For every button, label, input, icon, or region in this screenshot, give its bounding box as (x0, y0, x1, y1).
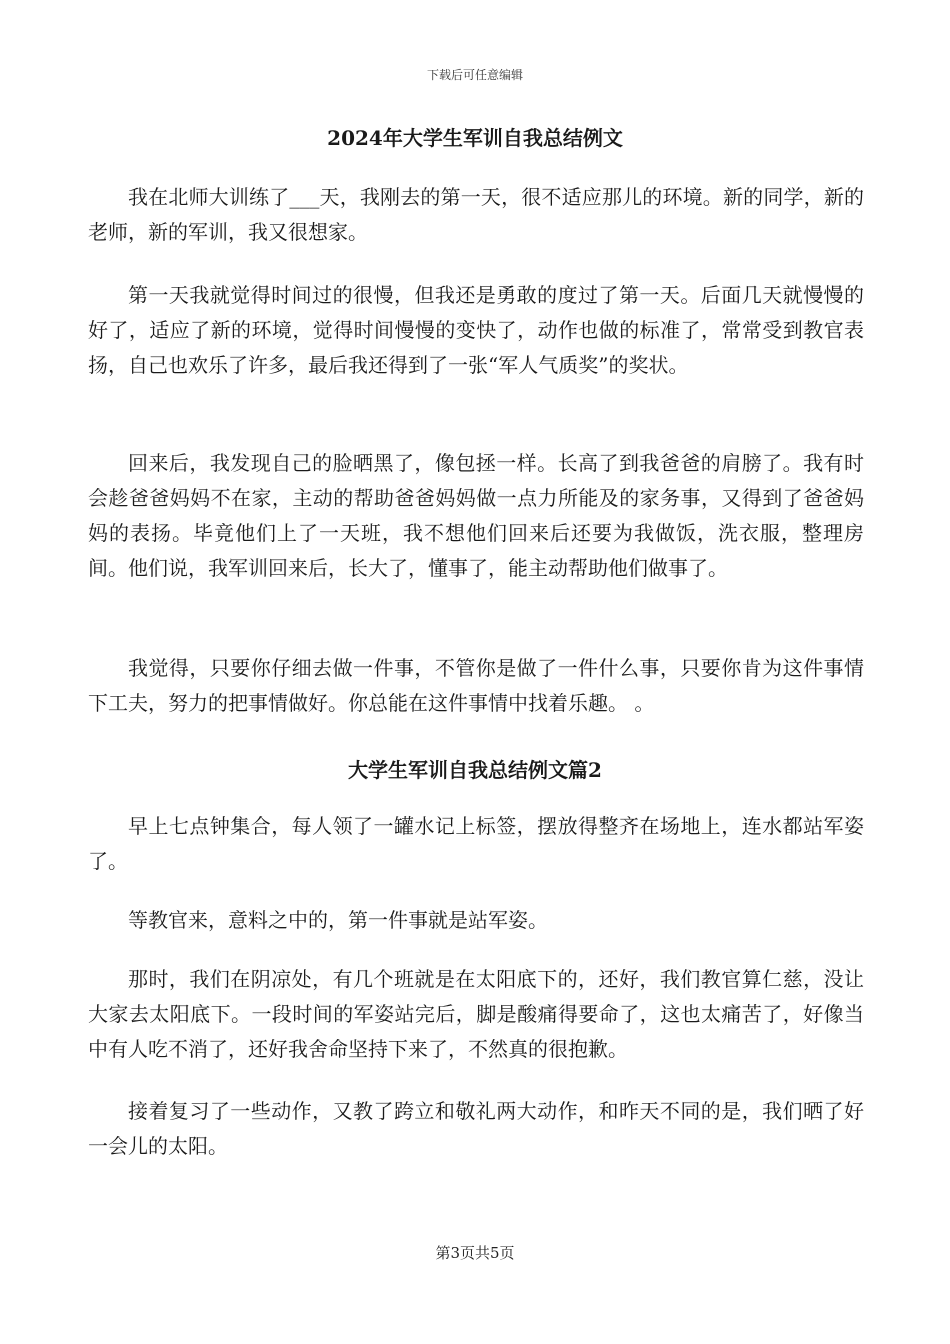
document-title: 2024年大学生军训自我总结例文 (327, 126, 623, 150)
paragraph: 那时，我们在阴凉处，有几个班就是在太阳底下的，还好，我们教官算仁慈，没让大家去太阳底下。一段时间的军姿站完后，脚是酸痛得要命了，这也太痛苦了，好像当中有人吃不消了，还好我舍命坚持下来了，不然真的很抱歉。 (88, 967, 864, 1061)
paragraph: 等教官来，意料之中的，第一件事就是站军姿。 (128, 908, 548, 932)
paragraph: 我在北师大训练了___天，我刚去的第一天，很不适应那儿的环境。新的同学，新的老师，新的军训，我又很想家。 (88, 185, 864, 244)
paragraph: 第一天我就觉得时间过的很慢，但我还是勇敢的度过了第一天。后面几天就慢慢的好了，适应了新的环境，觉得时间慢慢的变快了，动作也做的标准了，常常受到教官表扬，自己也欢乐了许多，最后我还得到了一张“军人气质奖”的奖状。 (88, 283, 864, 377)
paragraph: 早上七点钟集合，每人领了一罐水记上标签，摆放得整齐在场地上，连水都站军姿了。 (88, 814, 864, 873)
paragraph: 我觉得，只要你仔细去做一件事，不管你是做了一件什么事，只要你肯为这件事情下工夫，努力的把事情做好。你总能在这件事情中找着乐趣。 。 (88, 656, 864, 715)
header-note: 下载后可任意编辑 (426, 68, 523, 82)
paragraph: 回来后，我发现自己的脸晒黑了，像包拯一样。长高了到我爸爸的肩膀了。我有时会趁爸爸妈妈不在家，主动的帮助爸爸妈妈做一点力所能及的家务事，又得到了爸爸妈妈的表扬。毕竟他们上了一天班，我不想他们回来后还要为我做饭，洗衣服，整理房间。他们说，我军训回来后，长大了，懂事了，能主动帮助他们做事了。 (88, 451, 864, 580)
section-title: 大学生军训自我总结例文篇2 (348, 758, 602, 782)
paragraph: 接着复习了一些动作，又教了跨立和敬礼两大动作，和昨天不同的是，我们晒了好一会儿的太阳。 (88, 1099, 864, 1158)
page-number: 第3页共5页 (435, 1244, 515, 1262)
